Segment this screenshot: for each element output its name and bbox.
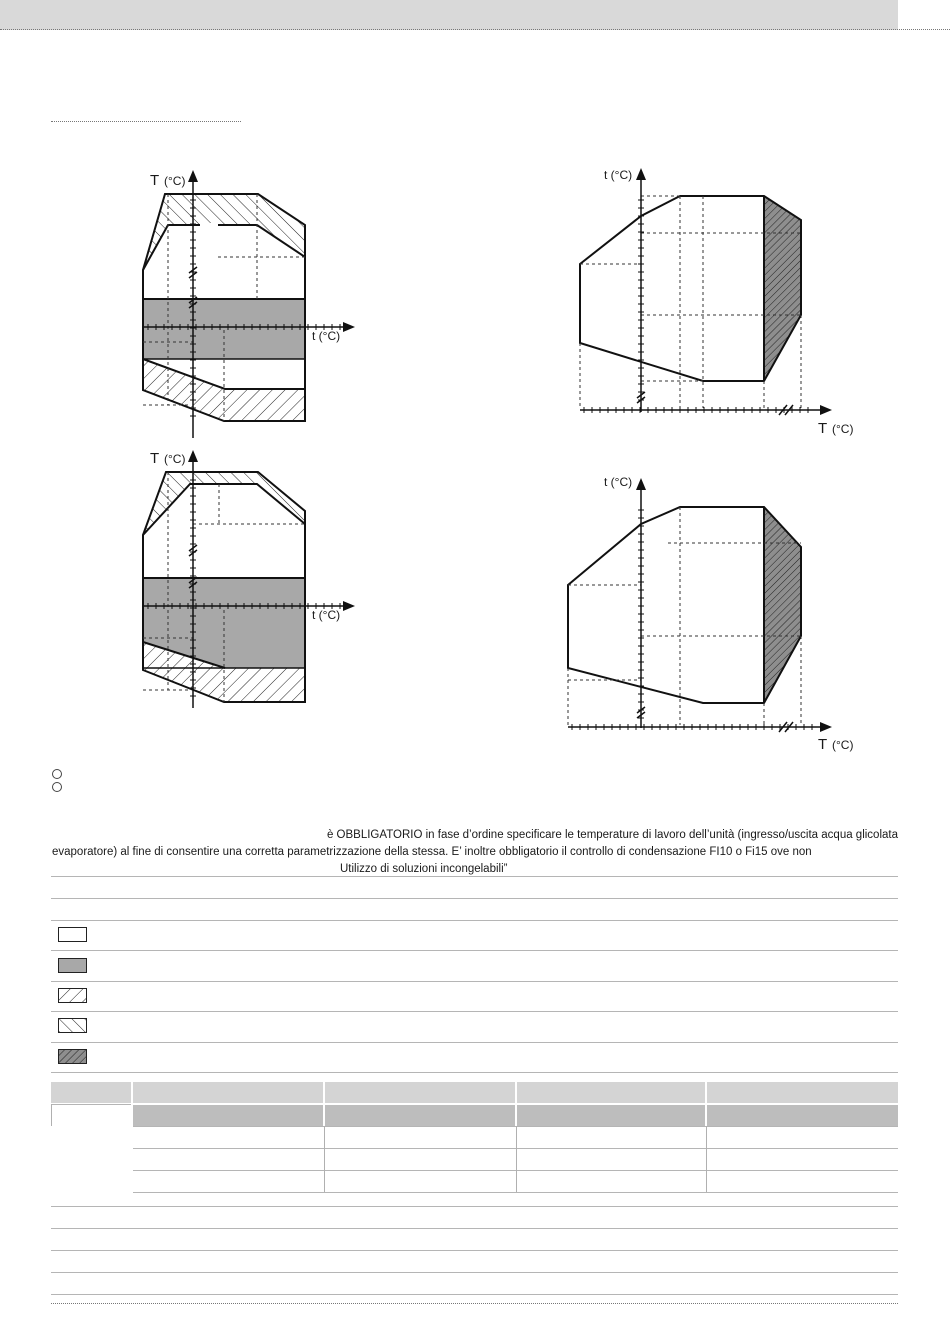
table-rule <box>51 1206 898 1207</box>
table-rule <box>51 1272 898 1273</box>
table-rule <box>51 1228 898 1229</box>
x-axis-label: t (°C) <box>312 329 341 343</box>
table-header-cell <box>133 1082 323 1103</box>
legend-rule <box>51 876 898 877</box>
table-row-rule <box>133 1192 898 1193</box>
table-header-cell <box>517 1082 705 1103</box>
legend-swatch-hatch-dark <box>58 1049 87 1064</box>
legend-swatch-white <box>58 927 87 942</box>
y-axis-label: T <box>150 172 160 189</box>
note-line-1: è OBBLIGATORIO in fase d’ordine specificare le temperature di lavoro dell’unità (ingresso/uscita acqua glicolata <box>326 829 898 841</box>
x-axis-unit: (°C) <box>832 738 854 752</box>
legend-rule <box>51 981 898 982</box>
legend-rule <box>51 1072 898 1073</box>
x-axis-unit: (°C) <box>832 422 854 436</box>
diagram-top-right <box>560 160 870 445</box>
table-header-cell <box>707 1082 898 1103</box>
legend-rule <box>51 898 898 899</box>
diagram-bottom-right <box>560 470 870 760</box>
diagram-bottom-left <box>130 440 370 720</box>
x-axis-label: t (°C) <box>312 608 341 622</box>
table-subheader-cell <box>707 1105 898 1126</box>
y-axis-label: t (°C) <box>604 475 633 489</box>
y-axis-label: T <box>150 450 160 467</box>
y-axis-unit: (°C) <box>164 174 186 188</box>
table-subheader-cell <box>133 1105 323 1126</box>
legend-rule <box>51 920 898 921</box>
note-line-2: evaporatore) al fine di consentire una corretta parametrizzazione della stessa. E’ inoltre obbligatorio il controllo di condensazione FI10 o Fi15 ove non <box>52 846 812 858</box>
y-axis-unit: (°C) <box>164 452 186 466</box>
table-col-rule <box>706 1126 707 1192</box>
table-rule <box>51 1104 131 1105</box>
legend-rule <box>51 950 898 951</box>
table-col-rule <box>516 1126 517 1192</box>
x-axis-label: T <box>818 420 828 437</box>
header-divider <box>0 29 950 30</box>
table-header-cell <box>325 1082 515 1103</box>
diagram-top-left <box>130 160 370 440</box>
table-subheader-cell <box>517 1105 705 1126</box>
header-bar <box>0 0 898 30</box>
bullet-marker <box>52 782 62 792</box>
note-line-3: Utilizzo di soluzioni incongelabili” <box>340 863 508 875</box>
footer-divider <box>51 1303 898 1304</box>
legend-swatch-hatch-forward <box>58 1018 87 1033</box>
table-header-cell <box>51 1082 131 1103</box>
table-rule <box>51 1104 52 1126</box>
table-rule <box>51 1294 898 1295</box>
table-rule <box>51 1250 898 1251</box>
table-subheader-cell <box>325 1105 515 1126</box>
legend-rule <box>51 1042 898 1043</box>
y-axis-label: t (°C) <box>604 168 633 182</box>
bullet-marker <box>52 769 62 779</box>
x-axis-label: T <box>818 736 828 753</box>
table-col-rule <box>324 1126 325 1192</box>
section-divider <box>51 121 241 122</box>
legend-swatch-grey <box>58 958 87 973</box>
legend-swatch-hatch-back <box>58 988 87 1003</box>
legend-rule <box>51 1011 898 1012</box>
